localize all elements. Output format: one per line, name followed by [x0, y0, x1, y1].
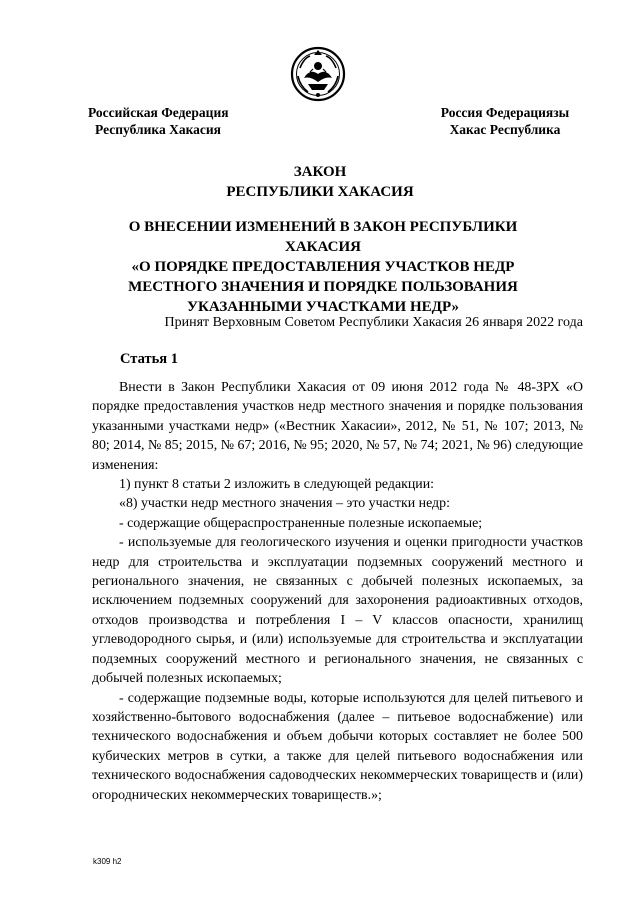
header-left — [88, 104, 228, 138]
article-paragraph: - содержащие общераспространенные полезные ископаемые; — [119, 515, 483, 531]
header-right-republic: Хакас Республика — [449, 122, 561, 137]
law-title — [0, 162, 640, 202]
footer-document-code: k309 h2 — [93, 857, 122, 866]
article-paragraph: «8) участки недр местного значения – это участки недр: — [119, 496, 450, 512]
coat-of-arms-emblem-icon — [290, 46, 346, 102]
header-left-republic: Республика Хакасия — [95, 122, 221, 137]
header-right — [440, 104, 570, 138]
law-subject-line2: «О ПОРЯДКЕ ПРЕДОСТАВЛЕНИЯ УЧАСТКОВ НЕДР — [131, 259, 515, 275]
header-right-country: Россия Федерациязы — [440, 105, 570, 120]
law-title-line2: РЕСПУБЛИКИ ХАКАСИЯ — [226, 184, 414, 200]
article-paragraph: - содержащие подземные воды, которые используются для целей питьевого и хозяйственно-бытового водоснабжения (далее – питьевое водоснабжение) или технического водоснабжения и объем добычи которых составляет не более 500 кубических метров в сутки, а также для целей питьевого водоснабжения или технического водоснабжения садоводческих некоммерческих товариществ и (или) огороднических некоммерческих товариществ.»; — [92, 690, 583, 803]
adoption-note: Принят Верховным Советом Республики Хакасия 26 января 2022 года — [164, 315, 583, 330]
article-paragraph: Внести в Закон Республики Хакасия от 09 июня 2012 года № 48-ЗРХ «О порядке предоставления участков недр местного значения и порядке пользования указанными участками недр» («Вестник Хакасии», 2012, № 51, № 107; 2013, № 80; 2014, № 85; 2015, № 67; 2016, № 95; 2020, № 57, № 74; 2021, № 96) следующие изменения: — [92, 380, 583, 473]
law-title-line1: ЗАКОН — [293, 164, 347, 180]
article-paragraph: 1) пункт 8 статьи 2 изложить в следующей редакции: — [119, 477, 435, 493]
article-heading: Статья 1 — [120, 351, 178, 367]
law-subject-line3: МЕСТНОГО ЗНАЧЕНИЯ И ПОРЯДКЕ ПОЛЬЗОВАНИЯ — [128, 279, 518, 295]
law-subject-line1: О ВНЕСЕНИИ ИЗМЕНЕНИЙ В ЗАКОН РЕСПУБЛИКИ ХАКАСИЯ — [128, 219, 518, 255]
header-left-country: Российская Федерация — [88, 105, 229, 120]
law-subject-line4: УКАЗАННЫМИ УЧАСТКАМИ НЕДР» — [187, 299, 459, 315]
article-paragraph: - используемые для геологического изучения и оценки пригодности участков недр для строительства и эксплуатации подземных сооружений местного и регионального значения, не связанных с добычей полезных ископаемых, за исключением подземных сооружений для захоронения радиоактивных отходов, отходов производства и потребления I – V классов опасности, хранилищ углеводородного сырья, и (или) используемые для строительства и эксплуатации подземных сооружений местного и регионального значения, не связанных с добычей полезных ископаемых; — [92, 535, 583, 687]
article-body — [92, 378, 583, 805]
law-subject — [90, 217, 556, 317]
